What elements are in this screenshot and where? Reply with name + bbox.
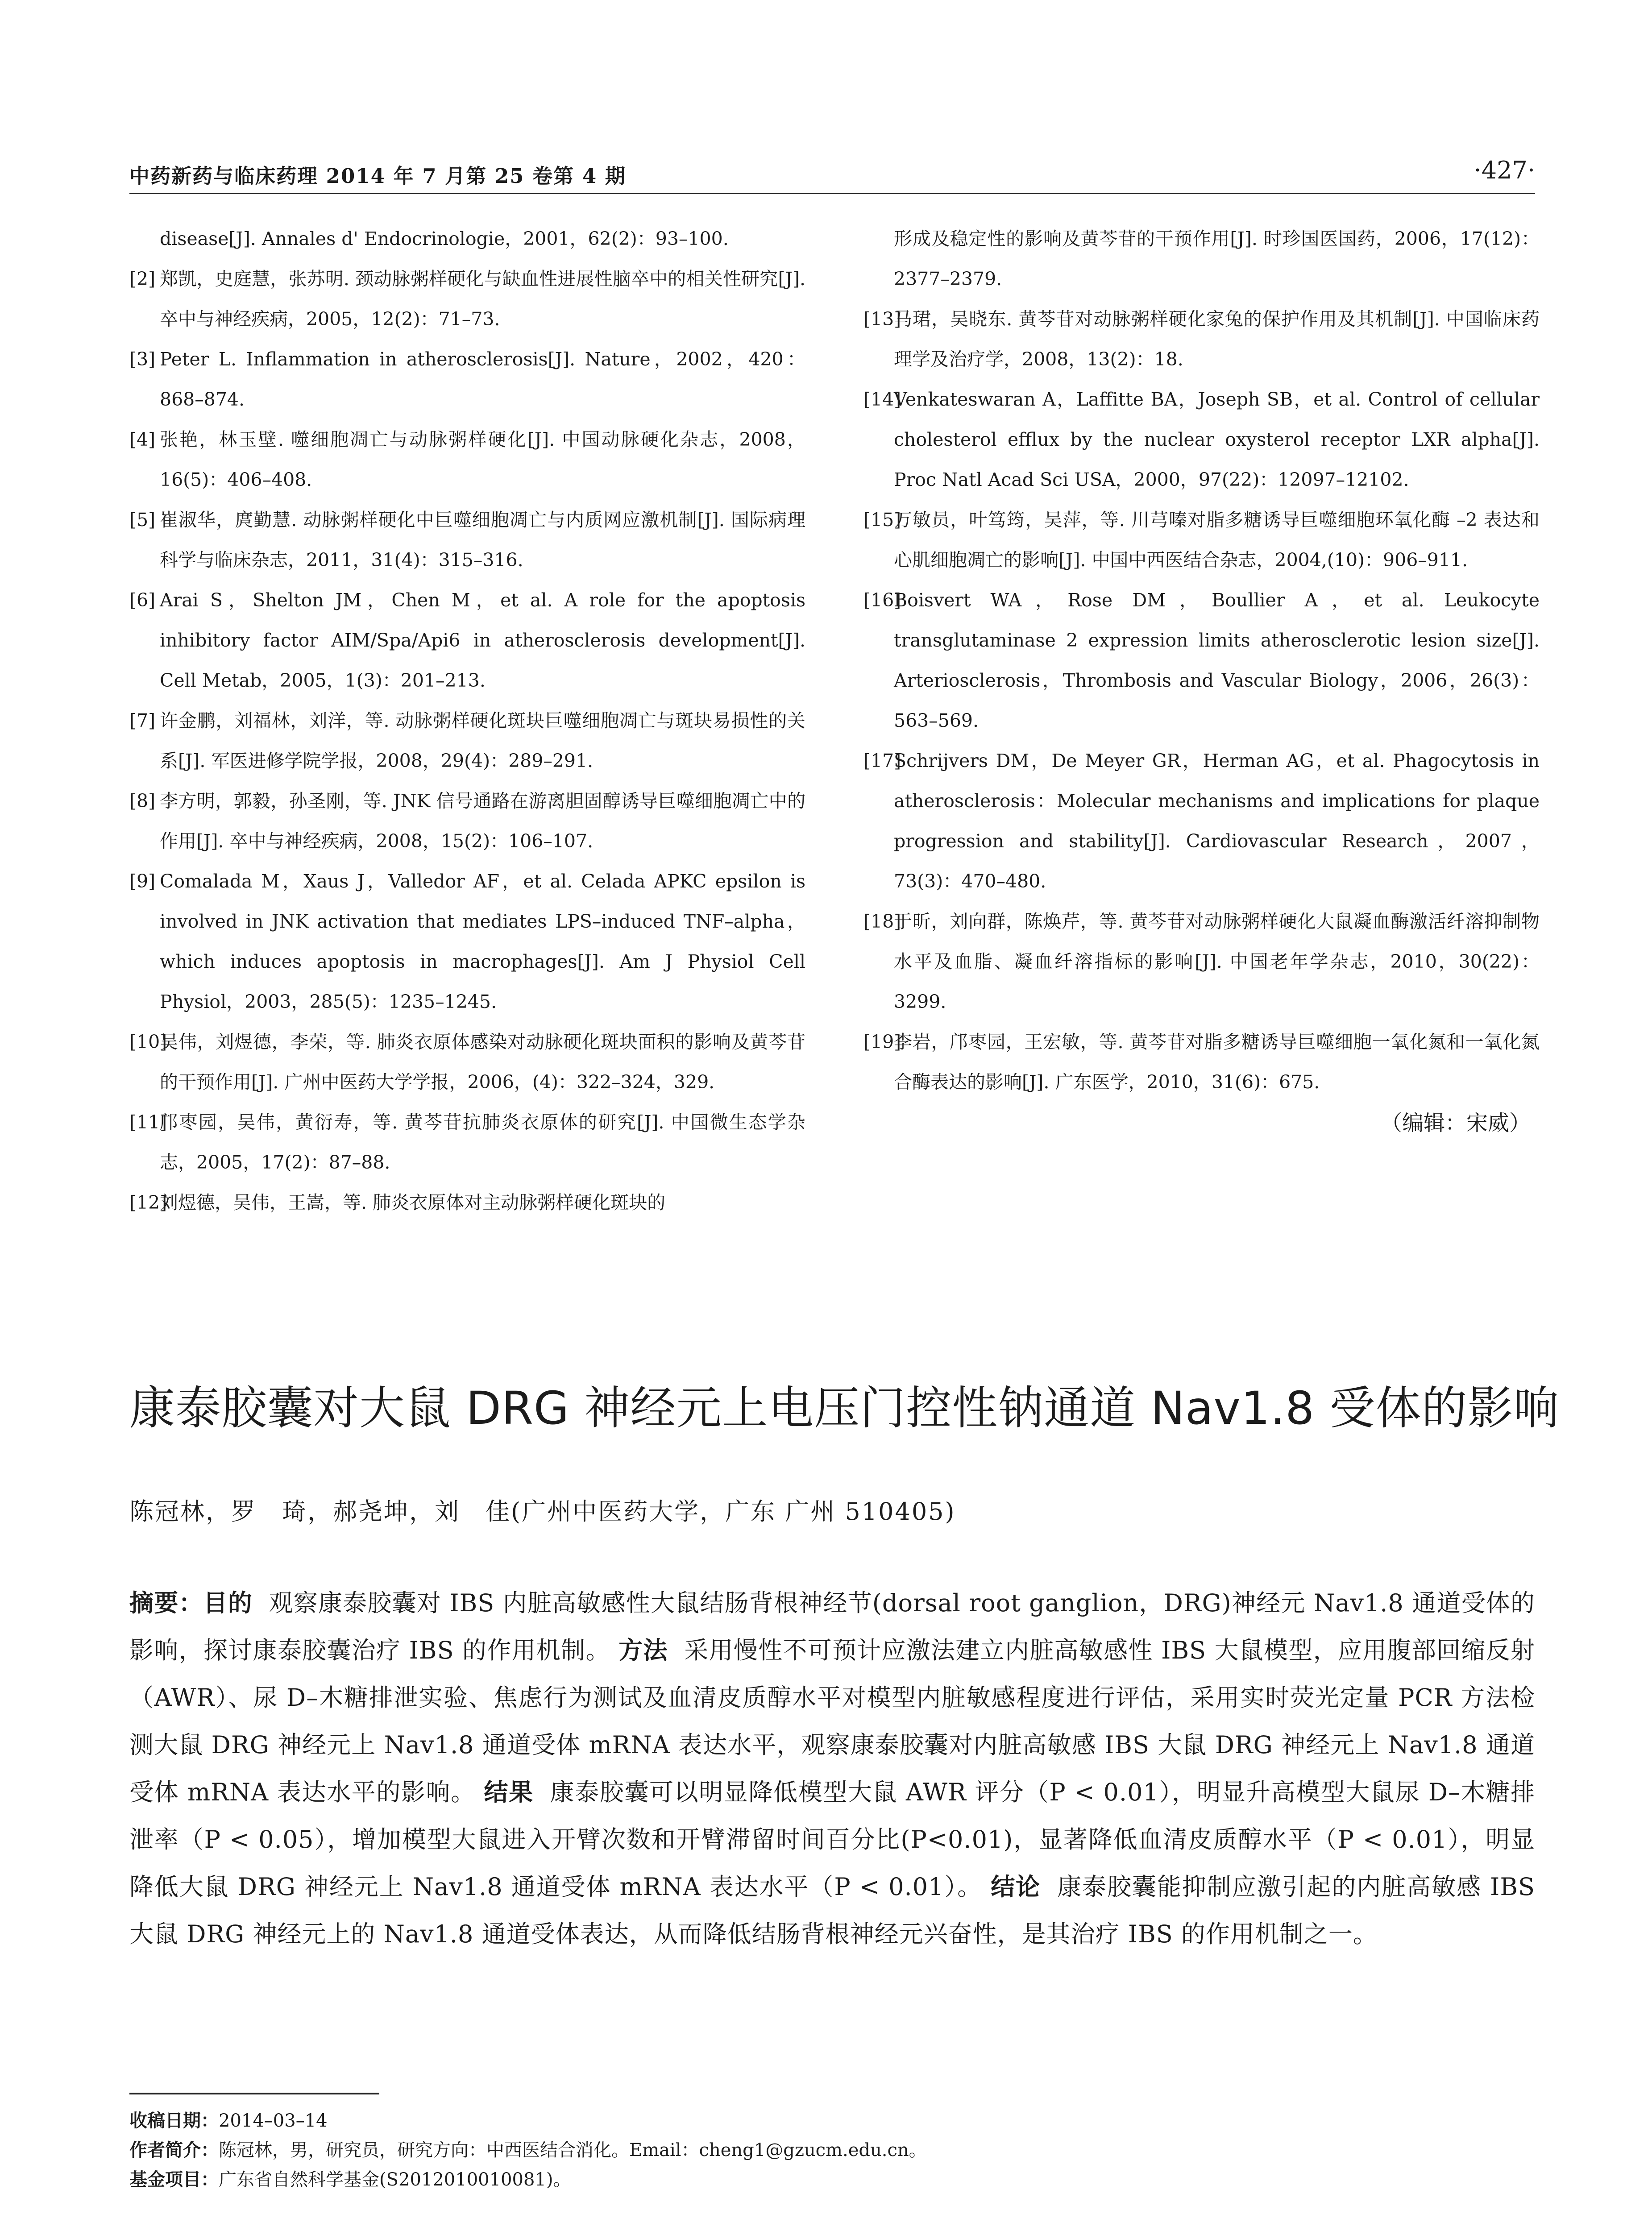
received-value: 2014–03–14 xyxy=(219,2111,328,2131)
reference-text: Schrijvers DM，De Meyer GR，Herman AG，et al. Phagocytosis in atherosclerosis：Molecular mechanisms and implications for plaque progression and stability[J]. Cardiovascular Research，2007，73(3)：470–480. xyxy=(894,750,1540,892)
reference-number: [15] xyxy=(863,509,901,531)
aim-label: 目的 xyxy=(203,1589,253,1617)
reference-item xyxy=(863,219,1540,299)
reference-item xyxy=(129,580,805,701)
reference-text: 形成及稳定性的影响及黄芩苷的干预作用[J]. 时珍国医国药，2006，17(12)：2377–2379. xyxy=(894,228,1540,290)
abstract xyxy=(129,1580,1535,1958)
reference-item xyxy=(863,1022,1540,1102)
footnotes xyxy=(129,2106,1535,2194)
reference-item xyxy=(863,901,1540,1022)
reference-number: [5] xyxy=(129,509,156,531)
reference-item xyxy=(129,1102,805,1182)
reference-item xyxy=(129,1182,805,1223)
reference-item xyxy=(863,299,1540,379)
reference-number: [12] xyxy=(129,1192,167,1213)
reference-item xyxy=(129,500,805,580)
reference-text: 刘煜德，吴伟，王嵩，等. 肺炎衣原体对主动脉粥样硬化斑块的 xyxy=(160,1192,666,1213)
reference-text: Venkateswaran A，Laffitte BA，Joseph SB，et al. Control of cellular cholesterol efflux by the nuclear oxysterol receptor LXR alpha[J]. Proc Natl Acad Sci USA，2000，97(22)：12097–12102. xyxy=(894,389,1540,490)
reference-number: [10] xyxy=(129,1031,167,1053)
conclusion-text: 康泰胶囊能抑制应激引起的内脏高敏感 IBS 大鼠 DRG 神经元上的 Nav1.8 通道受体表达，从而降低结肠背根神经元兴奋性，是其治疗 IBS 的作用机制之一。 xyxy=(129,1873,1535,1948)
reference-text: Peter L. Inflammation in atherosclerosis[J]. Nature，2002，420：868–874. xyxy=(160,348,805,410)
reference-number: [9] xyxy=(129,871,156,892)
reference-number: [8] xyxy=(129,790,156,812)
reference-text: 张艳，林玉壁. 噬细胞凋亡与动脉粥样硬化[J]. 中国动脉硬化杂志，2008，16(5)：406–408. xyxy=(160,429,805,490)
journal-name: 中药新药与临床药理 2014 年 7 月第 25 卷第 4 期 xyxy=(129,164,626,188)
fund-info xyxy=(129,2165,1535,2194)
reference-text: 马珺，吴晓东. 黄芩苷对动脉粥样硬化家兔的保护作用及其机制[J]. 中国临床药理学及治疗学，2008，13(2)：18. xyxy=(894,308,1540,370)
reference-number: [17] xyxy=(863,750,901,771)
reference-item xyxy=(129,259,805,339)
reference-number: [16] xyxy=(863,589,901,611)
result-text: 康泰胶囊可以明显降低模型大鼠 AWR 评分（P < 0.01），明显升高模型大鼠尿 D–木糖排泄率（P < 0.05），增加模型大鼠进入开臂次数和开臂滞留时间百分比(P<0.01)，显著降低血清皮质醇水平（P < 0.01），明显降低大鼠 DRG 神经元上 Nav1.8 通道受体 mRNA 表达水平（P < 0.01）。 xyxy=(129,1778,1535,1901)
reference-number: [11] xyxy=(129,1111,167,1133)
reference-number: [3] xyxy=(129,348,156,370)
reference-number: [2] xyxy=(129,268,156,290)
header-rule xyxy=(129,193,1535,194)
reference-text: 李岩，邝枣园，王宏敏，等. 黄芩苷对脂多糖诱导巨噬细胞一氧化氮和一氧化氮合酶表达的影响[J]. 广东医学，2010，31(6)：675. xyxy=(894,1031,1540,1093)
reference-text: disease[J]. Annales d' Endocrinologie，2001，62(2)：93–100. xyxy=(160,228,729,249)
reference-text: 郑凯，史庭慧，张苏明. 颈动脉粥样硬化与缺血性进展性脑卒中的相关性研究[J]. 卒中与神经疾病，2005，12(2)：71–73. xyxy=(160,268,805,330)
reference-number: [4] xyxy=(129,429,156,450)
reference-text: 邝枣园，吴伟，黄衍寿，等. 黄芩苷抗肺炎衣原体的研究[J]. 中国微生态学杂志，2005，17(2)：87–88. xyxy=(160,1111,805,1173)
reference-item xyxy=(863,379,1540,500)
result-label: 结果 xyxy=(484,1778,534,1806)
fund-value: 广东省自然科学基金(S2012010010081)。 xyxy=(219,2169,571,2190)
method-text: 采用慢性不可预计应激法建立内脏高敏感性 IBS 大鼠模型，应用腹部回缩反射（AWR）、尿 D–木糖排泄实验、焦虑行为测试及血清皮质醇水平对模型内脏敏感程度进行评估，采用实时荧光定量 PCR 方法检测大鼠 DRG 神经元上 Nav1.8 通道受体 mRNA 表达水平，观察康泰胶囊对内脏高敏感 IBS 大鼠 DRG 神经元上 Nav1.8 通道受体 mRNA 表达水平的影响。 xyxy=(129,1636,1535,1806)
reference-text: 吴伟，刘煜德，李荣，等. 肺炎衣原体感染对动脉硬化斑块面积的影响及黄芩苷的干预作用[J]. 广州中医药大学学报，2006，(4)：322–324，329. xyxy=(160,1031,805,1093)
article-title: 康泰胶囊对大鼠 DRG 神经元上电压门控性钠通道 Nav1.8 受体的影响 xyxy=(129,1382,1560,1435)
method-label: 方法 xyxy=(618,1636,668,1664)
author-info xyxy=(129,2136,1535,2165)
author-value: 陈冠林，男，研究员，研究方向：中西医结合消化。Email：cheng1@gzucm.edu.cn。 xyxy=(219,2140,927,2161)
abstract-label: 摘要： xyxy=(129,1589,203,1617)
aim-text: 观察康泰胶囊对 IBS 内脏高敏感性大鼠结肠背根神经节(dorsal root ganglion，DRG)神经元 Nav1.8 通道受体的影响，探讨康泰胶囊治疗 IBS 的作用机制。 xyxy=(129,1589,1536,1664)
conclusion-label: 结论 xyxy=(991,1873,1041,1901)
page-number: ·427· xyxy=(1474,156,1535,184)
author-label: 作者简介： xyxy=(129,2140,219,2161)
reference-number: [14] xyxy=(863,389,901,410)
article-authors: 陈冠林，罗 琦，郝尧坤，刘 佳(广州中医药大学，广东 广州 510405) xyxy=(129,1497,956,1526)
reference-text: 许金鹏，刘福林，刘洋，等. 动脉粥样硬化斑块巨噬细胞凋亡与斑块易损性的关系[J]. 军医进修学院学报，2008，29(4)：289–291. xyxy=(160,710,805,771)
references-right-column xyxy=(863,219,1540,1143)
editor-note: （编辑：宋威） xyxy=(1380,1111,1531,1136)
reference-text: Comalada M，Xaus J，Valledor AF，et al. Celada APKC epsilon is involved in JNK activation that mediates LPS–induced TNF–alpha，which induces apoptosis in macrophages[J]. Am J Physiol Cell Physiol，2003，285(5)：1235–1245. xyxy=(160,871,805,1012)
running-header xyxy=(129,152,1535,192)
reference-item xyxy=(863,500,1540,580)
reference-item xyxy=(129,219,805,259)
fund-label: 基金项目： xyxy=(129,2169,219,2190)
reference-number: [18] xyxy=(863,911,901,932)
references-left-column xyxy=(129,219,805,1223)
reference-text: 于昕，刘向群，陈焕芹，等. 黄芩苷对动脉粥样硬化大鼠凝血酶激活纤溶抑制物水平及血脂、凝血纤溶指标的影响[J]. 中国老年学杂志，2010，30(22)：3299. xyxy=(894,911,1540,1012)
reference-text: Arai S，Shelton JM，Chen M，et al. A role for the apoptosis inhibitory factor AIM/Spa/Api6 in atherosclerosis development[J]. Cell Metab，2005，1(3)：201–213. xyxy=(160,589,805,691)
footnote-rule xyxy=(129,2093,379,2094)
reference-item xyxy=(129,701,805,781)
reference-item xyxy=(129,419,805,500)
reference-item xyxy=(863,580,1540,741)
reference-number: [6] xyxy=(129,589,156,611)
reference-item xyxy=(129,1022,805,1102)
reference-text: 崔淑华，庹勤慧. 动脉粥样硬化中巨噬细胞凋亡与内质网应激机制[J]. 国际病理科学与临床杂志，2011，31(4)：315–316. xyxy=(160,509,805,571)
reference-item xyxy=(129,339,805,419)
reference-number: [19] xyxy=(863,1031,901,1053)
reference-item xyxy=(129,781,805,861)
reference-number: [13] xyxy=(863,308,901,330)
reference-item xyxy=(129,861,805,1022)
reference-text: Boisvert WA，Rose DM，Boullier A，et al. Leukocyte transglutaminase 2 expression limits atherosclerotic lesion size[J]. Arteriosclerosis，Thrombosis and Vascular Biology，2006，26(3)：563–569. xyxy=(894,589,1540,731)
reference-item xyxy=(863,741,1540,901)
received-date xyxy=(129,2106,1535,2136)
reference-text: 李方明，郭毅，孙圣刚，等. JNK 信号通路在游离胆固醇诱导巨噬细胞凋亡中的作用[J]. 卒中与神经疾病，2008，15(2)：106–107. xyxy=(160,790,805,852)
received-label: 收稿日期： xyxy=(129,2111,219,2131)
reference-text: 万敏员，叶笃筠，吴萍，等. 川芎嗪对脂多糖诱导巨噬细胞环氧化酶 –2 表达和心肌细胞凋亡的影响[J]. 中国中西医结合杂志，2004,(10)：906–911. xyxy=(894,509,1540,571)
reference-number: [7] xyxy=(129,710,156,731)
